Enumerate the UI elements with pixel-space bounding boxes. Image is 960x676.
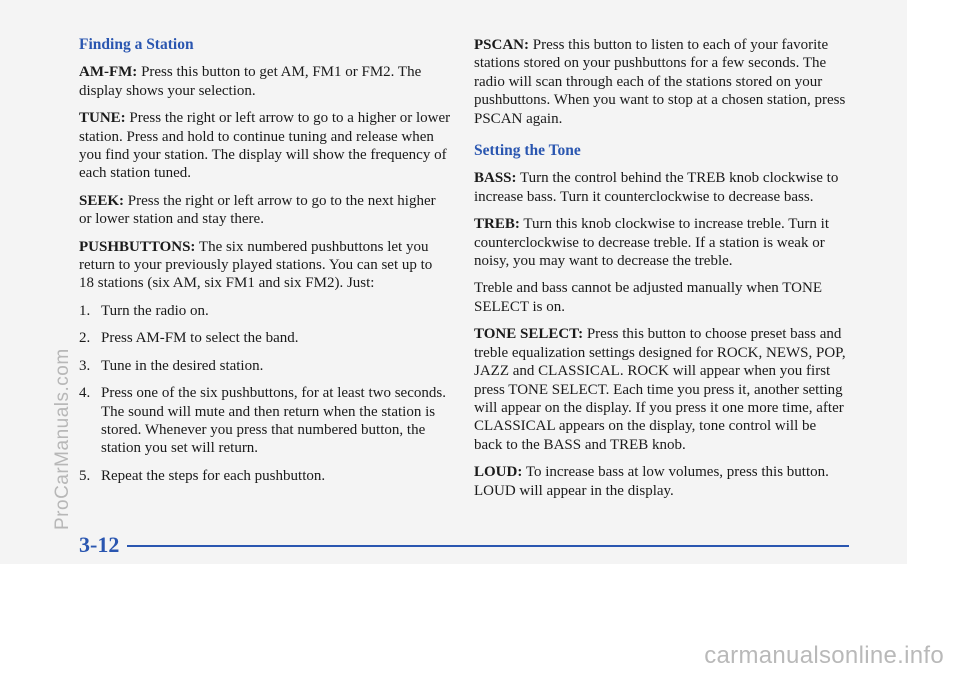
term-tone-select: TONE SELECT: [474,326,584,343]
left-column [79,36,451,494]
text-bass: Turn the control behind the TREB knob clockwise to increase bass. Turn it counterclockwise to decrease bass. [474,170,839,205]
page-footer [79,532,849,558]
paragraph-seek [79,192,451,229]
step-text: Repeat the steps for each pushbutton. [101,467,326,484]
text-tone-select: Press this button to choose preset bass and treble equalization settings designed for ROCK, NEWS, POP, JAZZ and CLASSICAL. ROCK will appear when you first press TONE SELECT. Each time you press it, another setting will appear on the display. If you press it one more time, after CLASSICAL appears on the display, tone control will be back to the BASS and TREB knob. [474,326,846,453]
footer-rule [127,545,849,547]
paragraph-tone-select [474,325,846,454]
section-heading-finding-station: Finding a Station [79,36,194,53]
text-loud: To increase bass at low volumes, press this button. LOUD will appear in the display. [474,464,829,499]
list-item [79,467,451,485]
step-number: 2. [79,330,91,347]
side-watermark [52,200,72,530]
text-am-fm: Press this button to get AM, FM1 or FM2. The display shows your selection. [79,64,422,99]
paragraph-am-fm [79,63,451,100]
step-text: Turn the radio on. [101,302,209,319]
page-number: 3-12 [79,532,120,557]
paragraph-loud [474,463,846,500]
text-pushbuttons: The six numbered pushbuttons let you return to your previously played stations. You can set up to 18 stations (six AM, six FM1 and six FM2). Just: [79,238,433,292]
term-seek: SEEK: [79,192,125,209]
step-number: 4. [79,385,91,402]
text-tune: Press the right or left arrow to go to a higher or lower station. Press and hold to continue tuning and release when you find your station. The display will show the frequency of each station tuned. [79,110,451,182]
paragraph-treb [474,215,846,270]
list-item [79,329,451,347]
paragraph-pscan [474,36,846,128]
term-am-fm: AM-FM: [79,64,138,81]
step-number: 5. [79,467,91,484]
paragraph-tune [79,109,451,183]
list-item [79,357,451,375]
list-item [79,384,451,458]
term-tune: TUNE: [79,110,126,127]
step-text: Press one of the six pushbuttons, for at least two seconds. The sound will mute and then return when the station is stored. Whenever you press that numbered button, the station you set will return. [101,385,446,457]
right-column [474,36,846,509]
step-text: Tune in the desired station. [101,357,264,374]
term-loud: LOUD: [474,464,523,481]
side-watermark-text: ProCarManuals.com [52,348,73,530]
bottom-watermark: carmanualsonline.info [704,642,944,669]
term-pushbuttons: PUSHBUTTONS: [79,238,196,255]
term-pscan: PSCAN: [474,37,529,53]
text-treb: Turn this knob clockwise to increase treble. Turn it counterclockwise to decrease treble. If a station is weak or noisy, you may want to decrease the treble. [474,216,829,270]
paragraph-tone-note: Treble and bass cannot be adjusted manually when TONE SELECT is on. [474,280,822,315]
step-text: Press AM-FM to select the band. [101,330,299,347]
term-bass: BASS: [474,170,517,187]
list-item [79,302,451,320]
text-pscan: Press this button to listen to each of your favorite stations stored on your pushbuttons for a few seconds. The radio will scan through each of the stations stored on your pushbuttons. When you want to stop at a chosen station, press PSCAN again. [474,37,846,127]
term-treb: TREB: [474,216,520,233]
text-seek: Press the right or left arrow to go to the next higher or lower station and stay there. [79,192,436,228]
step-number: 3. [79,357,91,374]
pushbutton-steps-list [79,302,451,485]
section-heading-setting-tone: Setting the Tone [474,142,581,160]
step-number: 1. [79,302,91,319]
paragraph-pushbuttons [79,238,451,293]
paragraph-bass [474,169,846,206]
